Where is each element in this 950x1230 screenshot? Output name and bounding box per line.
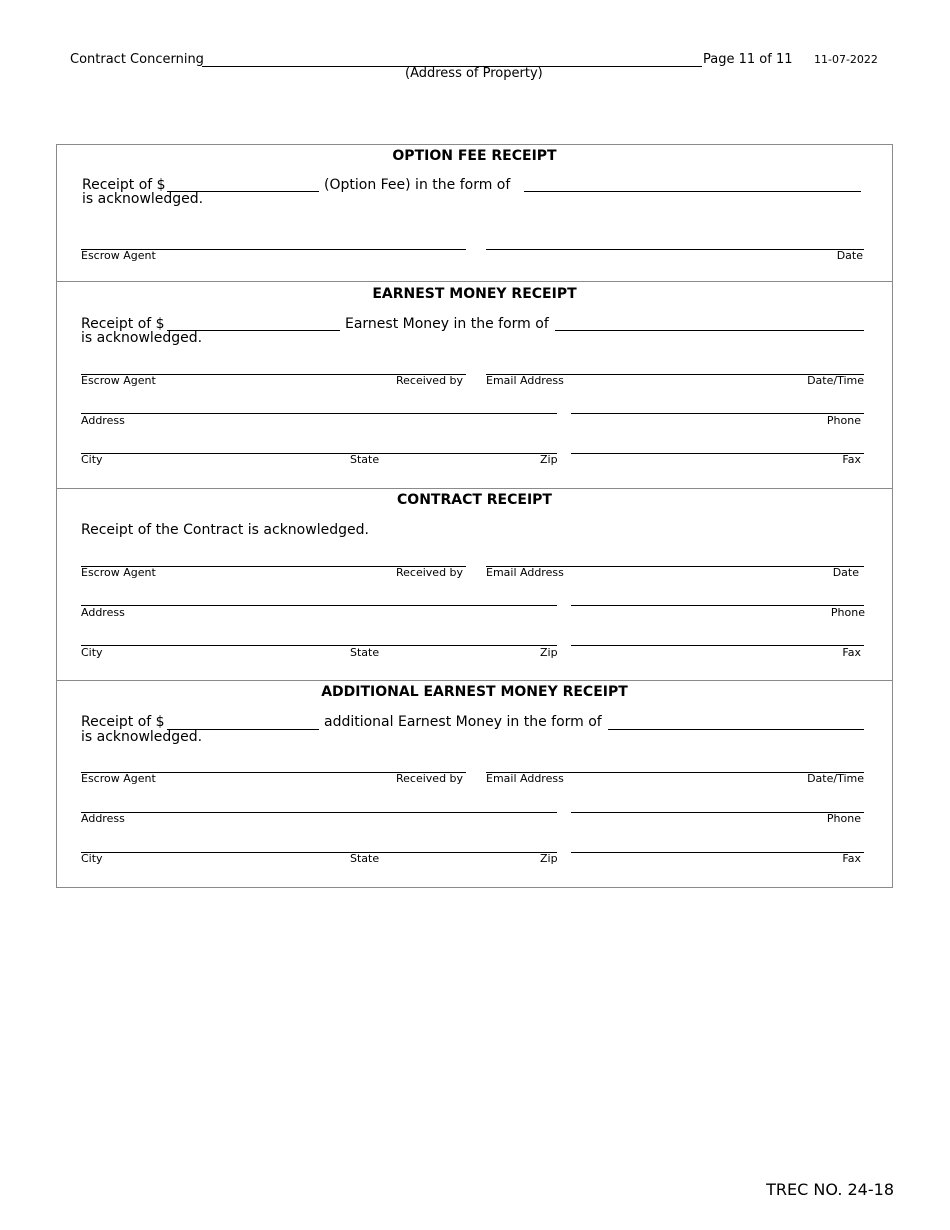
contract-email-label: Email Address xyxy=(486,566,564,579)
contract-city-label: City xyxy=(81,646,103,659)
option-fee-receipt-section xyxy=(56,144,893,282)
earnest-fax-line[interactable] xyxy=(571,453,864,454)
additional-city-line[interactable] xyxy=(81,852,557,853)
earnest-acknowledged-label: is acknowledged. xyxy=(81,330,203,346)
option-fee-title: OPTION FEE RECEIPT xyxy=(392,148,557,164)
additional-city-label: City xyxy=(81,852,103,865)
earnest-phone-line[interactable] xyxy=(571,413,864,414)
additional-acknowledged-label: is acknowledged. xyxy=(81,729,203,745)
page-number: Page 11 of 11 xyxy=(703,52,793,67)
contract-phone-label: Phone xyxy=(830,606,865,619)
earnest-address-label: Address xyxy=(81,414,125,427)
address-caption: (Address of Property) xyxy=(405,66,543,81)
contract-phone-line[interactable] xyxy=(571,605,864,606)
additional-form-of-line[interactable] xyxy=(608,729,864,730)
additional-fax-label: Fax xyxy=(842,852,861,865)
option-form-of-label: (Option Fee) in the form of xyxy=(324,177,511,193)
additional-state-label: State xyxy=(350,852,380,865)
earnest-escrow-agent-label: Escrow Agent xyxy=(81,374,156,387)
earnest-fax-label: Fax xyxy=(842,453,861,466)
contract-concerning-label: Contract Concerning xyxy=(70,52,204,67)
additional-escrow-agent-label: Escrow Agent xyxy=(81,772,156,785)
earnest-city-line[interactable] xyxy=(81,453,557,454)
contract-escrow-agent-label: Escrow Agent xyxy=(81,566,156,579)
contract-fax-label: Fax xyxy=(842,646,861,659)
additional-receipt-of-label: Receipt of $ xyxy=(81,714,165,730)
additional-address-line[interactable] xyxy=(81,812,557,813)
form-number: TREC NO. 24-18 xyxy=(766,1180,894,1199)
option-date-label: Date xyxy=(836,249,863,262)
earnest-datetime-label: Date/Time xyxy=(807,374,864,387)
contract-receipt-section xyxy=(56,488,893,681)
additional-earnest-money-receipt-section xyxy=(56,680,893,888)
earnest-state-label: State xyxy=(350,453,380,466)
earnest-zip-label: Zip xyxy=(540,453,558,466)
contract-state-label: State xyxy=(350,646,380,659)
contract-city-line[interactable] xyxy=(81,645,557,646)
additional-received-by-label: Received by xyxy=(396,772,464,785)
additional-phone-label: Phone xyxy=(826,812,861,825)
contract-received-by-label: Received by xyxy=(396,566,464,579)
contract-address-label: Address xyxy=(81,606,125,619)
option-acknowledged-label: is acknowledged. xyxy=(82,191,204,207)
additional-fax-line[interactable] xyxy=(571,852,864,853)
earnest-receipt-of-label: Receipt of $ xyxy=(81,316,165,332)
option-date-line[interactable] xyxy=(486,249,864,250)
additional-datetime-label: Date/Time xyxy=(807,772,864,785)
option-form-of-line[interactable] xyxy=(524,191,861,192)
form-date: 11-07-2022 xyxy=(814,53,878,66)
option-escrow-agent-label: Escrow Agent xyxy=(81,249,156,262)
earnest-form-of-line[interactable] xyxy=(555,330,864,331)
earnest-received-by-label: Received by xyxy=(396,374,464,387)
additional-email-label: Email Address xyxy=(486,772,564,785)
additional-address-label: Address xyxy=(81,812,125,825)
additional-phone-line[interactable] xyxy=(571,812,864,813)
earnest-email-label: Email Address xyxy=(486,374,564,387)
contract-receipt-title: CONTRACT RECEIPT xyxy=(397,492,552,508)
contract-zip-label: Zip xyxy=(540,646,558,659)
contract-date-label: Date xyxy=(832,566,859,579)
additional-form-of-label: additional Earnest Money in the form of xyxy=(324,714,602,730)
additional-zip-label: Zip xyxy=(540,852,558,865)
earnest-form-of-label: Earnest Money in the form of xyxy=(345,316,549,332)
contract-fax-line[interactable] xyxy=(571,645,864,646)
earnest-phone-label: Phone xyxy=(826,414,861,427)
additional-earnest-title: ADDITIONAL EARNEST MONEY RECEIPT xyxy=(321,684,628,700)
contract-address-line[interactable] xyxy=(81,605,557,606)
earnest-city-label: City xyxy=(81,453,103,466)
earnest-money-receipt-section xyxy=(56,281,893,489)
earnest-money-title: EARNEST MONEY RECEIPT xyxy=(372,286,577,302)
earnest-address-line[interactable] xyxy=(81,413,557,414)
contract-acknowledged-text: Receipt of the Contract is acknowledged. xyxy=(81,522,369,538)
option-receipt-of-label: Receipt of $ xyxy=(82,177,166,193)
